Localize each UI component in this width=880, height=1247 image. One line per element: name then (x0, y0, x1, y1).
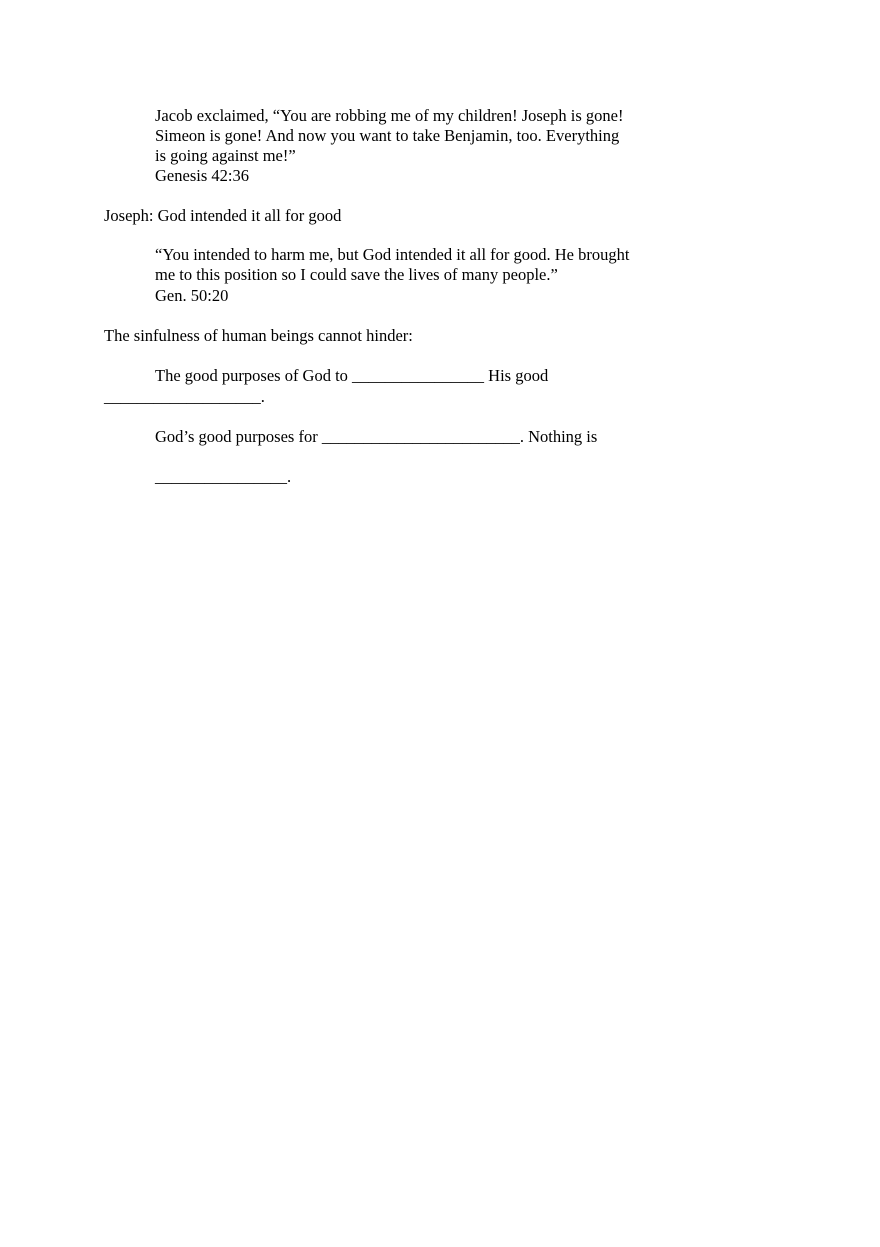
quote-jacob-line-1: Jacob exclaimed, “You are robbing me of my children! Joseph is gone! (155, 106, 624, 125)
quote-joseph-line-2: me to this position so I could save the lives of many people.” (155, 265, 558, 284)
quote-jacob-reference: Genesis 42:36 (155, 166, 249, 185)
quote-jacob-line-3: is going against me!” (155, 146, 296, 165)
section-heading-sinfulness: The sinfulness of human beings cannot hinder: (104, 326, 413, 345)
fill-in-blank-2-line-2: ________________. (155, 467, 292, 486)
fill-in-blank-1-line-1: The good purposes of God to ________________ His good (155, 366, 549, 385)
quote-joseph-reference: Gen. 50:20 (155, 286, 229, 305)
quote-jacob-line-2: Simeon is gone! And now you want to take Benjamin, too. Everything (155, 126, 620, 145)
fill-in-blank-1-line-2: ___________________. (104, 387, 265, 406)
fill-in-blank-2-line-1: God’s good purposes for ________________________. Nothing is (155, 427, 598, 446)
quote-joseph-line-1: “You intended to harm me, but God intended it all for good. He brought (155, 245, 630, 264)
section-heading-joseph: Joseph: God intended it all for good (104, 206, 342, 225)
